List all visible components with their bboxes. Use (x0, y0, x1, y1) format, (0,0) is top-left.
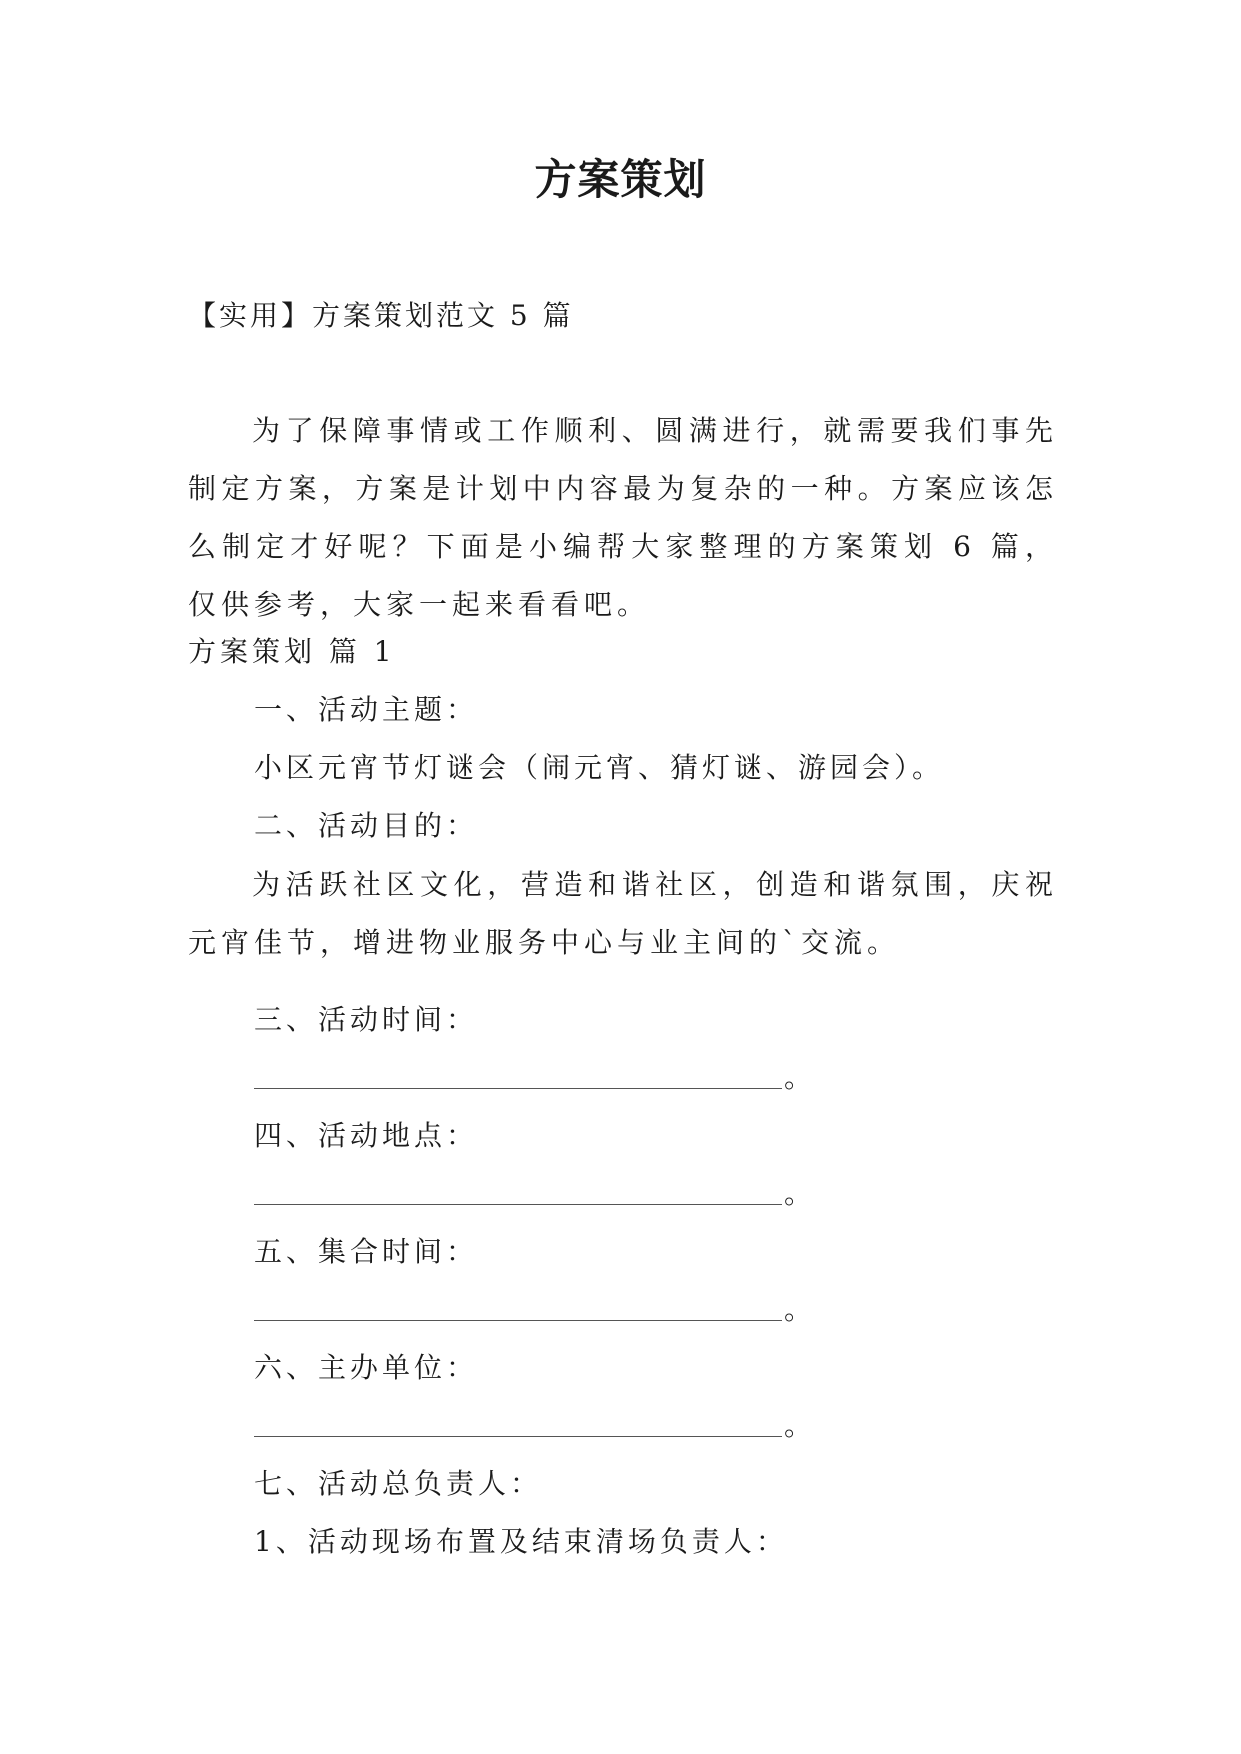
item-setup-cleanup-lead: 1、活动现场布置及结束清场负责人： (254, 1525, 788, 1558)
blank-gathering-time (254, 1290, 812, 1330)
section-heading: 方案策划 篇 1 (188, 635, 396, 668)
blank-period: 。 (784, 1409, 813, 1442)
blank-activity-location (254, 1174, 812, 1214)
fill-in-line (254, 1320, 782, 1321)
activity-purpose-text: 为活跃社区文化，营造和谐社区，创造和谐氛围，庆祝元宵佳节，增进物业服务中心与业主间的`交流。 (188, 868, 1058, 959)
blank-period: 。 (784, 1061, 813, 1094)
heading-person-in-charge: 七、活动总负责人： (254, 1467, 543, 1500)
heading-activity-location: 四、活动地点： (254, 1119, 479, 1152)
blank-activity-time (254, 1058, 812, 1098)
document-subtitle: 【实用】方案策划范文 5 篇 (188, 299, 574, 332)
blank-period: 。 (784, 1293, 813, 1326)
activity-theme-text: 小区元宵节灯谜会（闹元宵、猜灯谜、游园会）。 (254, 751, 945, 784)
fill-in-line (254, 1436, 782, 1437)
blank-organizer (254, 1406, 812, 1446)
heading-gathering-time: 五、集合时间： (254, 1235, 479, 1268)
heading-activity-time: 三、活动时间： (254, 1003, 479, 1036)
heading-organizer: 六、主办单位： (254, 1351, 479, 1384)
intro-paragraph: 为了保障事情或工作顺利、圆满进行，就需要我们事先制定方案，方案是计划中内容最为复杂的一种。方案应该怎么制定才好呢？下面是小编帮大家整理的方案策划 6 篇，仅供参考，大家一起来看看吧。 (188, 414, 1058, 621)
heading-activity-purpose: 二、活动目的： (254, 809, 479, 842)
fill-in-line (254, 1204, 782, 1205)
blank-period: 。 (784, 1177, 813, 1210)
fill-in-line (254, 1088, 782, 1089)
document-title: 方案策划 (534, 155, 707, 204)
heading-activity-theme: 一、活动主题： (254, 693, 479, 726)
